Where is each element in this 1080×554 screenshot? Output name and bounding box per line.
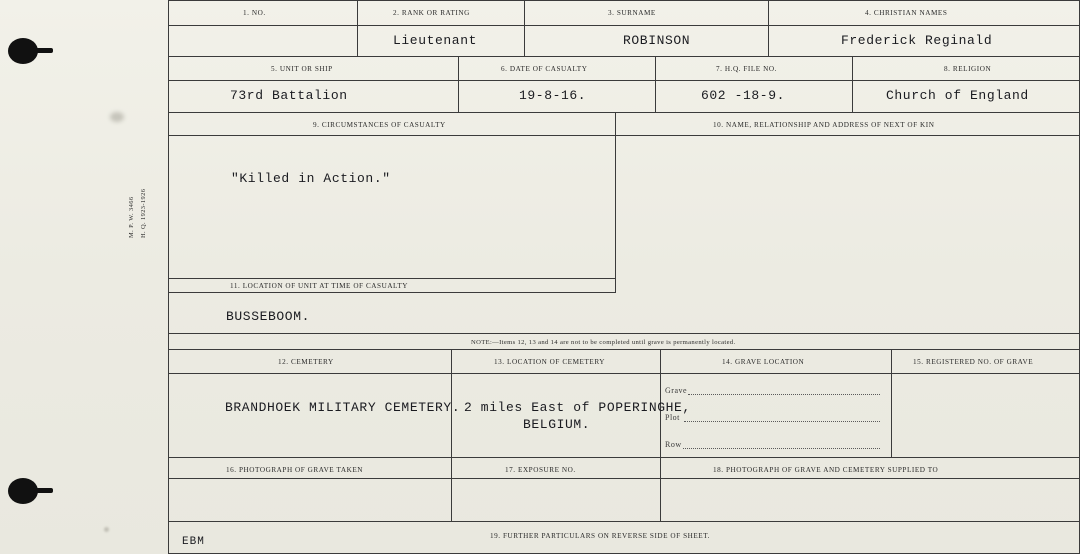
grave-row-label-grave: Grave (665, 386, 688, 395)
rule (524, 0, 525, 56)
field-number-date-of-casualty: 6. (501, 65, 508, 73)
rule (168, 278, 615, 279)
field-label-photograph-taken (226, 466, 363, 474)
field-number-photograph-supplied-to: 18. (713, 466, 724, 474)
rule (458, 56, 459, 112)
field-text-circumstances: CIRCUMSTANCES OF CASUALTY (321, 121, 446, 129)
value-location-of-unit: BUSSEBOOM. (226, 309, 311, 324)
field-number-location-of-unit: 11. (230, 282, 241, 290)
value-christian-names: Frederick Reginald (841, 33, 993, 48)
rule (768, 0, 769, 56)
field-number-next-of-kin: 10. (713, 121, 724, 129)
field-text-location-of-unit: LOCATION OF UNIT AT TIME OF CASUALTY (242, 282, 409, 290)
value-circumstances: "Killed in Action." (231, 171, 391, 186)
rule (168, 292, 615, 293)
rule (168, 0, 1080, 1)
rule (615, 112, 616, 293)
rule (168, 478, 1080, 479)
field-number-exposure-no: 17. (505, 466, 516, 474)
rule (168, 521, 1080, 522)
grave-row-line-grave (688, 394, 880, 395)
grave-row-line-plot (684, 421, 880, 422)
rule (451, 457, 452, 521)
rule (168, 56, 1080, 57)
field-number-christian-names: 4. (865, 9, 872, 17)
field-label-exposure-no (505, 466, 576, 474)
field-label-religion (944, 65, 991, 73)
field-text-photograph-supplied-to: PHOTOGRAPH OF GRAVE AND CEMETERY SUPPLIED TO (726, 466, 939, 474)
field-text-grave-location: GRAVE LOCATION (735, 358, 805, 366)
punch-hole-top-stem (33, 48, 53, 53)
paper-speck (104, 527, 109, 532)
grave-row-label-plot: Plot (665, 413, 680, 422)
field-number-surname: 3. (608, 9, 615, 17)
paper-smudge (110, 112, 124, 122)
field-label-surname (608, 9, 656, 17)
value-location-of-cemetery-line2: BELGIUM. (523, 417, 591, 432)
rule (168, 112, 1080, 113)
field-label-cemetery (278, 358, 334, 366)
field-text-surname: SURNAME (616, 9, 656, 17)
field-text-photograph-taken: PHOTOGRAPH OF GRAVE TAKEN (239, 466, 363, 474)
value-cemetery: BRANDHOEK MILITARY CEMETERY. (225, 400, 461, 415)
field-number-location-of-cemetery: 13. (494, 358, 505, 366)
value-surname: ROBINSON (623, 33, 691, 48)
rule (168, 333, 1080, 334)
field-text-religion: RELIGION (952, 65, 992, 73)
field-text-exposure-no: EXPOSURE NO. (518, 466, 576, 474)
field-text-cemetery: CEMETERY (291, 358, 334, 366)
field-number-rank: 2. (393, 9, 400, 17)
field-label-grave-location (722, 358, 804, 366)
rule (655, 56, 656, 112)
field-text-rank: RANK OR RATING (401, 9, 470, 17)
field-number-unit-or-ship: 5. (271, 65, 278, 73)
field-number-hq-file-no: 7. (716, 65, 723, 73)
field-label-location-of-cemetery (494, 358, 605, 366)
field-text-hq-file-no: H.Q. FILE NO. (724, 65, 777, 73)
rule (168, 80, 1080, 81)
value-date-of-casualty: 19-8-16. (519, 88, 587, 103)
side-stamp-line2: H. Q. 1923-1926 (140, 188, 147, 238)
rule (357, 0, 358, 56)
value-religion: Church of England (886, 88, 1029, 103)
rule (168, 457, 1080, 458)
field-number-further-particulars: 19. (490, 532, 501, 540)
field-number-religion: 8. (944, 65, 951, 73)
field-label-location-of-unit (230, 282, 408, 290)
value-rank: Lieutenant (393, 33, 478, 48)
field-label-hq-file-no (716, 65, 777, 73)
rule (168, 25, 1080, 26)
field-label-registered-no-of-grave (913, 358, 1033, 366)
clerk-initials: EBM (182, 536, 205, 548)
burial-return-form (168, 0, 1080, 554)
field-text-unit-or-ship: UNIT OR SHIP (279, 65, 333, 73)
field-label-rank (393, 9, 470, 17)
rule (168, 0, 169, 554)
field-text-location-of-cemetery: LOCATION OF CEMETERY (507, 358, 606, 366)
rule (168, 135, 1080, 136)
field-text-no: NO. (251, 9, 266, 17)
rule (891, 349, 892, 457)
value-hq-file-no: 602 -18-9. (701, 88, 786, 103)
rule (168, 373, 1080, 374)
field-text-registered-no-of-grave: REGISTERED NO. OF GRAVE (926, 358, 1034, 366)
field-text-next-of-kin: NAME, RELATIONSHIP AND ADDRESS OF NEXT OF KIN (726, 121, 935, 129)
value-unit-or-ship: 73rd Battalion (230, 88, 348, 103)
value-location-of-cemetery-line1: 2 miles East of POPERINGHE, (464, 400, 691, 415)
field-number-registered-no-of-grave: 15. (913, 358, 924, 366)
rule (168, 349, 1080, 350)
field-text-christian-names: CHRISTIAN NAMES (873, 9, 948, 17)
field-number-cemetery: 12. (278, 358, 289, 366)
field-label-date-of-casualty (501, 65, 587, 73)
field-text-further-particulars: FURTHER PARTICULARS ON REVERSE SIDE OF SHEET. (503, 532, 710, 540)
grave-completion-note: NOTE:—Items 12, 13 and 14 are not to be completed until grave is permanently located. (471, 339, 736, 346)
rule (852, 56, 853, 112)
field-label-photograph-supplied-to (713, 466, 938, 474)
field-label-christian-names (865, 9, 947, 17)
side-stamp-line1: M. P. W. 3466 (128, 196, 135, 238)
field-label-circumstances (313, 121, 446, 129)
grave-row-label-row: Row (665, 440, 682, 449)
field-number-photograph-taken: 16. (226, 466, 237, 474)
field-number-grave-location: 14. (722, 358, 733, 366)
field-number-no: 1. (243, 9, 250, 17)
punch-hole-bottom-stem (33, 488, 53, 493)
grave-row-line-row (683, 448, 880, 449)
field-label-next-of-kin (713, 121, 934, 129)
field-label-unit-or-ship (271, 65, 333, 73)
rule (660, 457, 661, 521)
field-number-circumstances: 9. (313, 121, 320, 129)
field-label-further-particulars (490, 532, 710, 540)
field-text-date-of-casualty: DATE OF CASUALTY (509, 65, 588, 73)
field-label-no (243, 9, 266, 17)
